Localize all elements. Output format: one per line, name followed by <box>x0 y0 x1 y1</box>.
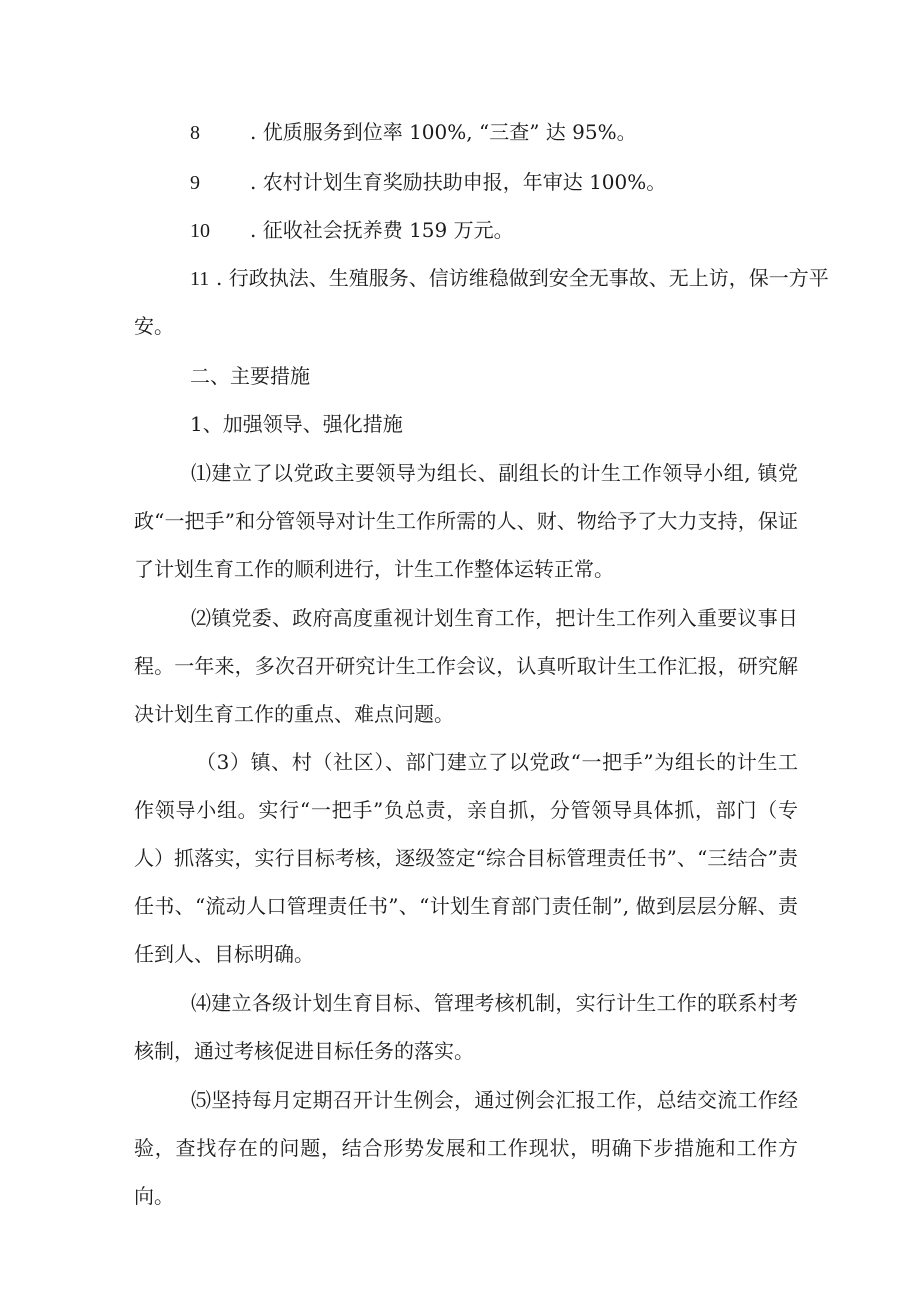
paragraph-2: ⑵镇党委、政府高度重视计划生育工作，把计生工作列入重要议事日程。一年来，多次召开研究计生工作会议，认真听取计生工作汇报，研究解决计划生育工作的重点、难点问题。 <box>134 606 798 726</box>
item-number: 11 <box>190 268 210 290</box>
paragraph-4: ⑷建立各级计划生育目标、管理考核机制，实行计生工作的联系村考核制，通过考核促进目标任务的落实。 <box>134 991 798 1063</box>
list-item-9 <box>190 170 666 195</box>
list-item-11 <box>190 266 829 291</box>
item-number: 10 <box>190 220 210 242</box>
section-heading: 二、主要措施 <box>190 364 310 388</box>
item-number: 8 <box>190 122 200 144</box>
item-number: 9 <box>190 172 200 194</box>
paragraph-5: ⑸坚持每月定期召开计生例会，通过例会汇报工作，总结交流工作经验，查找存在的问题，结合形势发展和工作现状，明确下步措施和工作方向。 <box>134 1088 798 1208</box>
paragraph-3: （3）镇、村（社区）、部门建立了以党政“一把手”为组长的计生工作领导小组。实行“一把手”负总责，亲自抓，分管领导具体抓，部门（专人）抓落实，实行目标考核，逐级签定“综合目标管理责任书”、“三结合”责任书、“流动人口管理责任书”、“计划生育部门责任制”, 做到层层分解、责任到人、目标明确。 <box>134 750 798 966</box>
subheading: 1、加强领导、强化措施 <box>190 412 403 436</box>
item-text: . 征收社会抚养费 159 万元。 <box>250 218 514 242</box>
item-text: . 优质服务到位率 100%, “三查” 达 95%。 <box>250 120 637 144</box>
list-item-8 <box>190 120 637 145</box>
list-item-10 <box>190 218 514 243</box>
item-text-continuation: 安。 <box>134 314 174 338</box>
item-text: . 农村计划生育奖励扶助申报，年审达 100%。 <box>250 170 667 194</box>
item-text: . 行政执法、生殖服务、信访维稳做到安全无事故、无上访，保一方平 <box>216 266 829 290</box>
list-item-11-continuation <box>134 314 174 338</box>
paragraph-1: ⑴建立了以党政主要领导为组长、副组长的计生工作领导小组, 镇党政“一把手”和分管领导对计生工作所需的人、财、物给予了大力支持，保证了计划生育工作的顺利进行，计生工作整体运转正常。 <box>134 461 798 581</box>
